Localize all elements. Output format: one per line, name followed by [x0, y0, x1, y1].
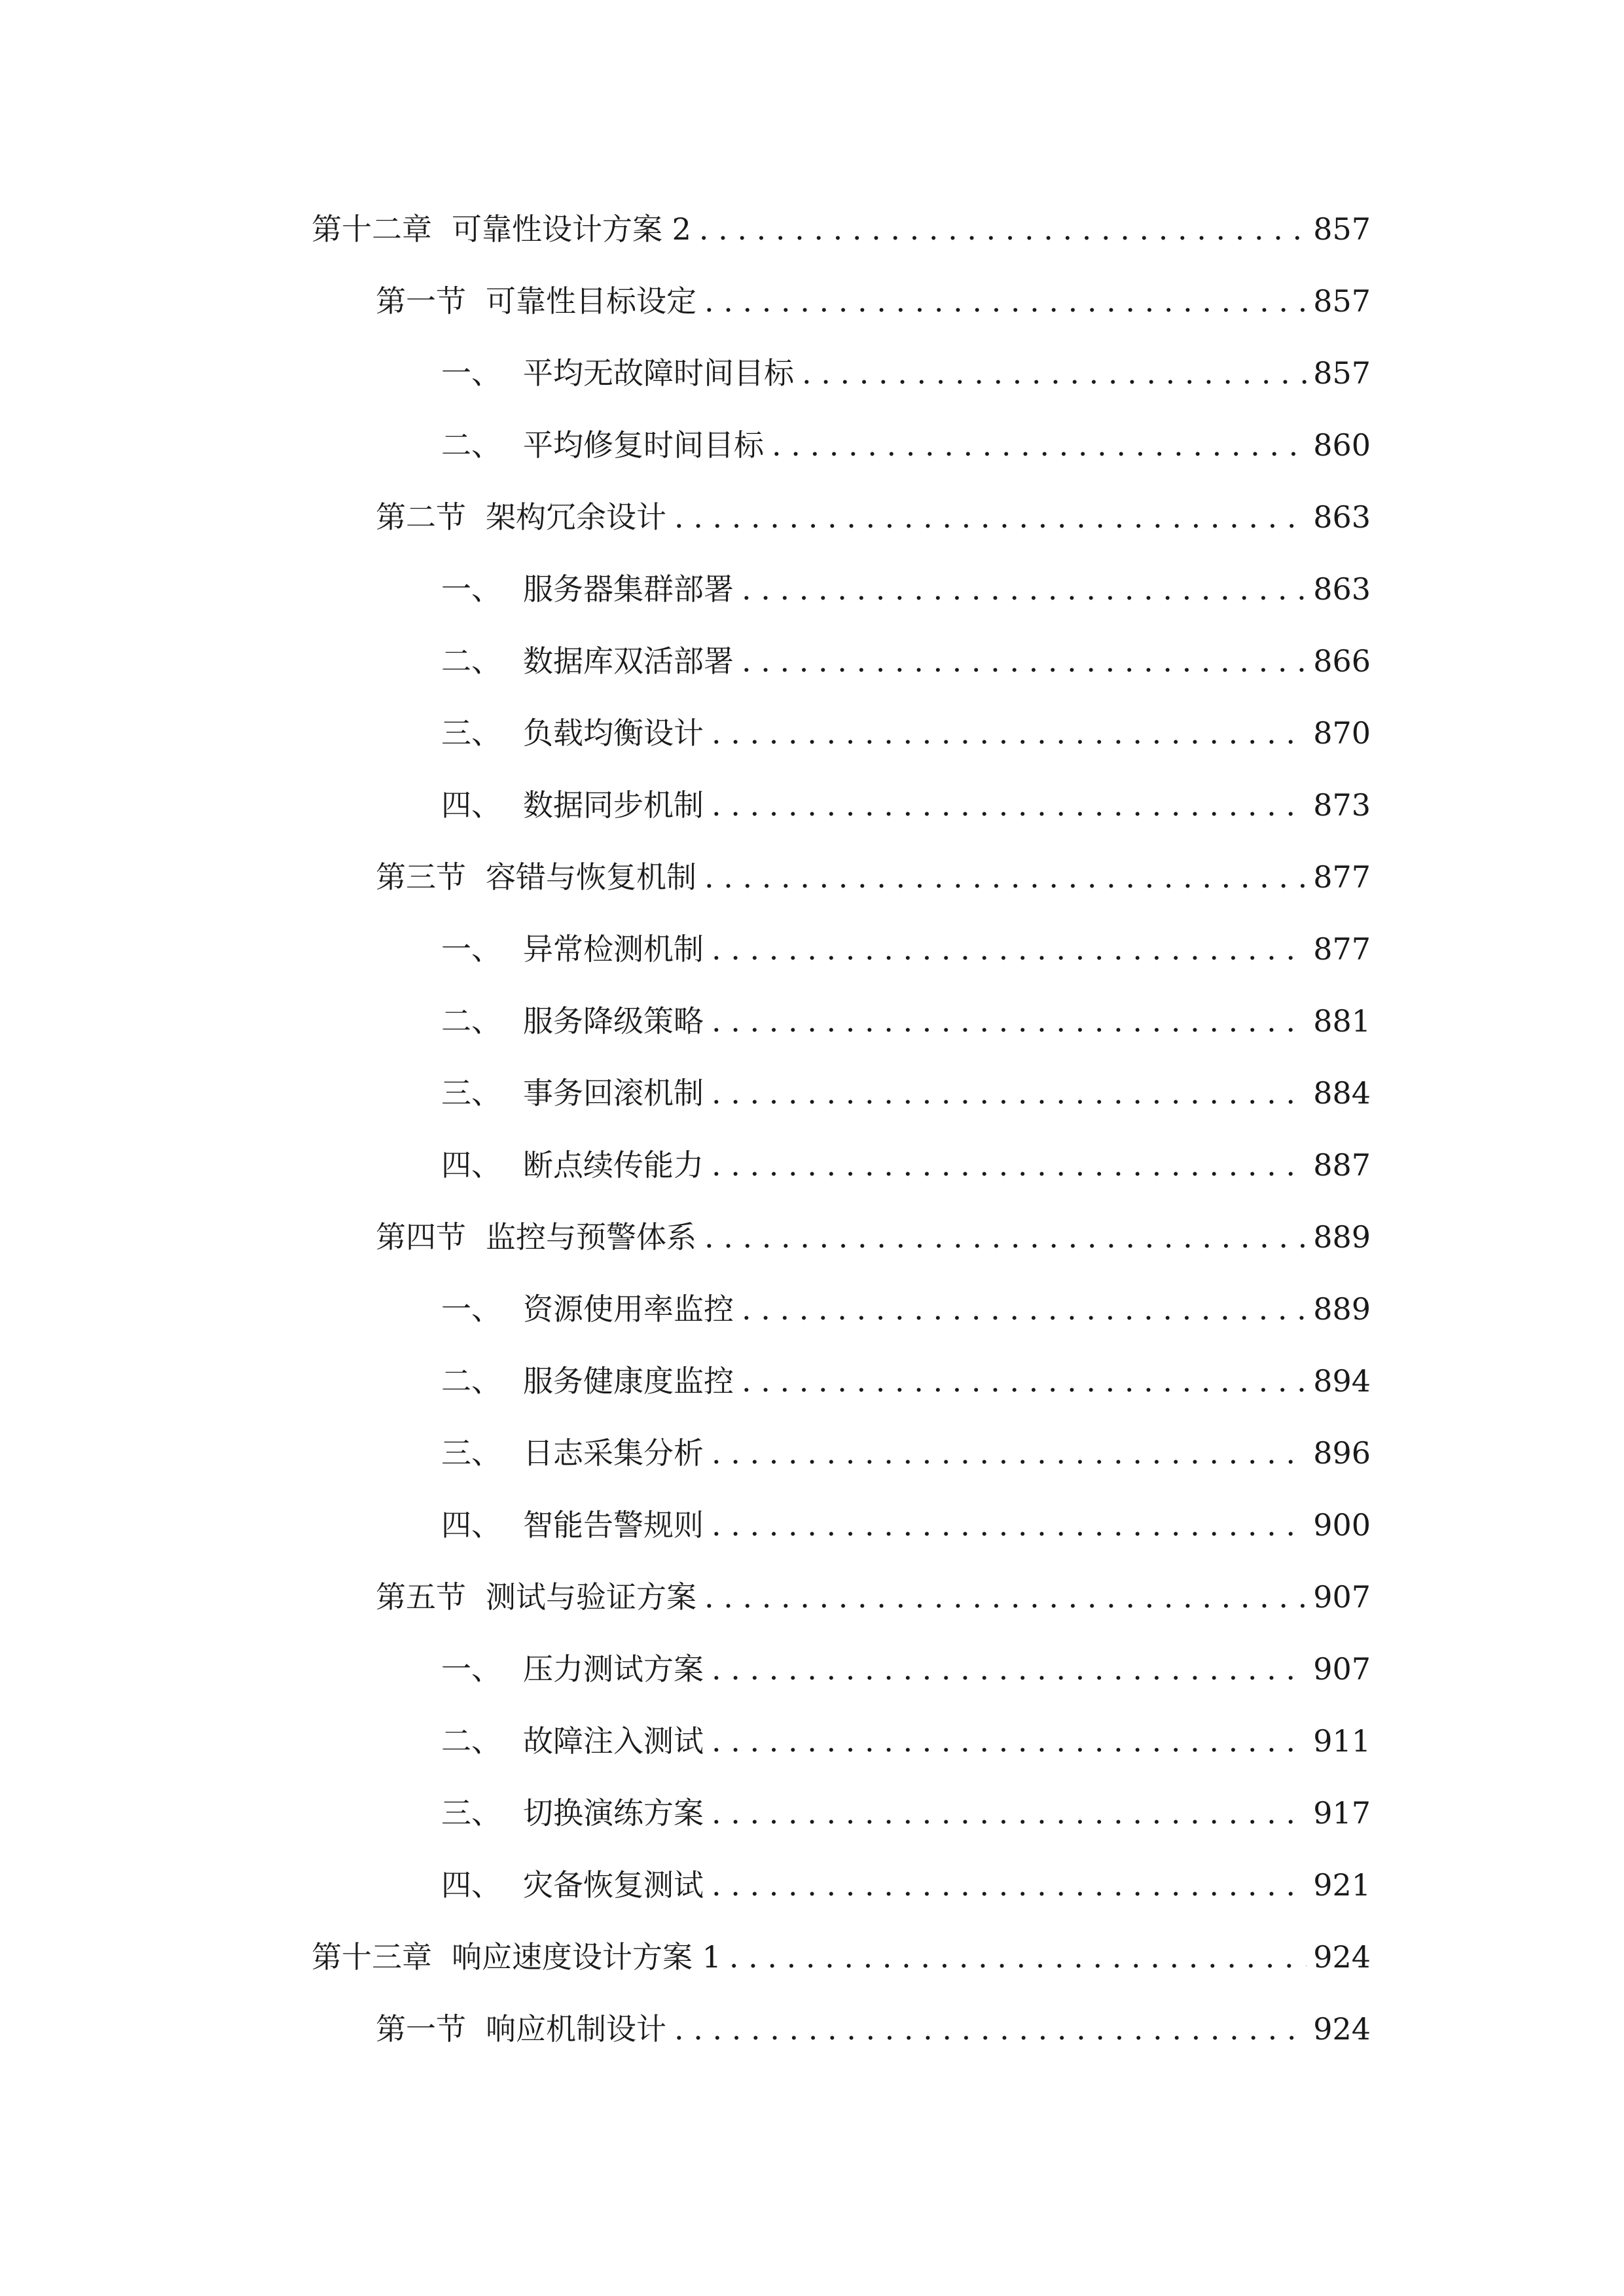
toc-entry-subsection[interactable]	[441, 638, 1371, 684]
toc-page-number: 900	[1313, 1507, 1371, 1543]
toc-entry-subsection[interactable]	[441, 422, 1371, 468]
dot-leader	[699, 206, 1307, 252]
dot-leader	[704, 854, 1307, 900]
toc-number: 一、	[441, 355, 501, 391]
toc-entry-subsection[interactable]	[441, 710, 1371, 756]
dot-leader	[712, 1502, 1307, 1548]
toc-number: 一、	[441, 571, 501, 607]
toc-page-number: 921	[1313, 1867, 1371, 1903]
dot-leader	[712, 782, 1307, 828]
toc-entry-subsection[interactable]	[441, 1790, 1371, 1836]
toc-title: 故障注入测试	[523, 1723, 704, 1759]
toc-title: 日志采集分析	[523, 1435, 704, 1471]
toc-entry-subsection[interactable]	[441, 1142, 1371, 1188]
toc-page-number: 907	[1313, 1651, 1371, 1687]
toc-entry-chapter-13[interactable]	[312, 1934, 1371, 1980]
dot-leader	[712, 1790, 1307, 1836]
toc-title: 负载均衡设计	[523, 715, 704, 751]
toc-page-number: 917	[1313, 1795, 1371, 1831]
toc-number: 四、	[441, 1867, 501, 1903]
toc-page-number: 911	[1313, 1723, 1371, 1759]
toc-number: 三、	[441, 1075, 501, 1111]
dot-leader	[704, 278, 1307, 324]
toc-title: 平均无故障时间目标	[523, 355, 794, 391]
toc-number: 一、	[441, 931, 501, 967]
toc-number: 四、	[441, 787, 501, 823]
toc-entry-subsection[interactable]	[441, 1286, 1371, 1332]
toc-entry-subsection[interactable]	[441, 1862, 1371, 1908]
toc-number: 二、	[441, 1003, 501, 1039]
toc-page-number: 873	[1313, 787, 1371, 823]
toc-page-number: 884	[1313, 1075, 1371, 1111]
toc-entry-subsection[interactable]	[441, 1718, 1371, 1764]
dot-leader	[712, 1718, 1307, 1764]
toc-entry-subsection[interactable]	[441, 1430, 1371, 1476]
dot-leader	[712, 926, 1307, 972]
toc-number: 二、	[441, 427, 501, 463]
dot-leader	[802, 350, 1307, 396]
toc-page-number: 889	[1313, 1291, 1371, 1327]
toc-entry-section[interactable]	[376, 1214, 1371, 1260]
toc-title: 服务健康度监控	[523, 1363, 734, 1399]
toc-title: 服务器集群部署	[523, 571, 734, 607]
toc-number: 二、	[441, 643, 501, 679]
toc-page-number: 857	[1313, 283, 1371, 319]
toc-entry-subsection[interactable]	[441, 1070, 1371, 1116]
toc-page-number: 877	[1313, 931, 1371, 967]
dot-leader	[712, 1430, 1307, 1476]
toc-page-number: 907	[1313, 1579, 1371, 1615]
toc-number: 第一节	[376, 283, 466, 319]
toc-entry-section[interactable]	[376, 494, 1371, 540]
dot-leader	[704, 1214, 1307, 1260]
dot-leader	[712, 1646, 1307, 1692]
toc-title: 平均修复时间目标	[523, 427, 764, 463]
dot-leader	[712, 1862, 1307, 1908]
toc-page-number: 857	[1313, 211, 1371, 247]
toc-title: 响应速度设计方案 1	[452, 1939, 721, 1975]
toc-entry-subsection[interactable]	[441, 926, 1371, 972]
toc-page-number: 863	[1313, 499, 1371, 535]
dot-leader	[712, 1142, 1307, 1188]
toc-page-number: 863	[1313, 571, 1371, 607]
toc-page-number: 870	[1313, 715, 1371, 751]
toc-number: 第三节	[376, 859, 466, 895]
dot-leader	[742, 1286, 1307, 1332]
toc-entry-section[interactable]	[376, 854, 1371, 900]
toc-title: 资源使用率监控	[523, 1291, 734, 1327]
toc-title: 切换演练方案	[523, 1795, 704, 1831]
toc-title: 压力测试方案	[523, 1651, 704, 1687]
dot-leader	[742, 1358, 1307, 1404]
toc-page-number: 857	[1313, 355, 1371, 391]
dot-leader	[712, 1070, 1307, 1116]
toc-title: 智能告警规则	[523, 1507, 704, 1543]
toc-page-number: 924	[1313, 1939, 1371, 1975]
toc-page-number: 860	[1313, 427, 1371, 463]
dot-leader	[704, 1574, 1307, 1620]
toc-page-number: 881	[1313, 1003, 1371, 1039]
toc-title: 事务回滚机制	[523, 1075, 704, 1111]
toc-title: 断点续传能力	[523, 1147, 704, 1183]
toc-title: 灾备恢复测试	[523, 1867, 704, 1903]
dot-leader	[742, 566, 1307, 612]
toc-title: 数据库双活部署	[523, 643, 734, 679]
toc-number: 一、	[441, 1291, 501, 1327]
dot-leader	[712, 998, 1307, 1044]
toc-page-number: 889	[1313, 1219, 1371, 1255]
toc-number: 四、	[441, 1147, 501, 1183]
toc-entry-subsection[interactable]	[441, 350, 1371, 396]
toc-page-number: 866	[1313, 643, 1371, 679]
dot-leader	[772, 422, 1307, 468]
dot-leader	[674, 2006, 1307, 2052]
dot-leader	[712, 710, 1307, 756]
toc-title: 可靠性设计方案 2	[452, 211, 691, 247]
toc-entry-subsection[interactable]	[441, 1502, 1371, 1548]
toc-page-number: 924	[1313, 2011, 1371, 2047]
toc-number: 二、	[441, 1363, 501, 1399]
toc-entry-subsection[interactable]	[441, 998, 1371, 1044]
toc-title: 测试与验证方案	[486, 1579, 696, 1615]
toc-title: 容错与恢复机制	[486, 859, 696, 895]
dot-leader	[742, 638, 1307, 684]
toc-title: 异常检测机制	[523, 931, 704, 967]
toc-number: 三、	[441, 1435, 501, 1471]
toc-number: 四、	[441, 1507, 501, 1543]
toc-number: 第二节	[376, 499, 466, 535]
toc-title: 架构冗余设计	[486, 499, 666, 535]
toc-page-number: 877	[1313, 859, 1371, 895]
toc-entry-subsection[interactable]	[441, 1358, 1371, 1404]
toc-entry-section[interactable]	[376, 2006, 1371, 2052]
toc-page-number: 894	[1313, 1363, 1371, 1399]
toc-entry-section[interactable]	[376, 1574, 1371, 1620]
dot-leader	[674, 494, 1307, 540]
toc-title: 监控与预警体系	[486, 1219, 696, 1255]
toc-entry-subsection[interactable]	[441, 566, 1371, 612]
toc-title: 数据同步机制	[523, 787, 704, 823]
toc-number: 二、	[441, 1723, 501, 1759]
toc-entry-subsection[interactable]	[441, 1646, 1371, 1692]
toc-entry-subsection[interactable]	[441, 782, 1371, 828]
toc-number: 第十三章	[312, 1939, 432, 1975]
toc-entry-chapter-12[interactable]	[312, 206, 1371, 252]
toc-title: 响应机制设计	[486, 2011, 666, 2047]
toc-number: 第四节	[376, 1219, 466, 1255]
toc-title: 可靠性目标设定	[486, 283, 696, 319]
toc-title: 服务降级策略	[523, 1003, 704, 1039]
toc-number: 三、	[441, 715, 501, 751]
toc-number: 第五节	[376, 1579, 466, 1615]
toc-page-number: 896	[1313, 1435, 1371, 1471]
toc-number: 一、	[441, 1651, 501, 1687]
dot-leader	[729, 1934, 1307, 1980]
toc-number: 第十二章	[312, 211, 432, 247]
toc-entry-section[interactable]	[376, 278, 1371, 324]
toc-number: 三、	[441, 1795, 501, 1831]
toc-page-number: 887	[1313, 1147, 1371, 1183]
toc-number: 第一节	[376, 2011, 466, 2047]
